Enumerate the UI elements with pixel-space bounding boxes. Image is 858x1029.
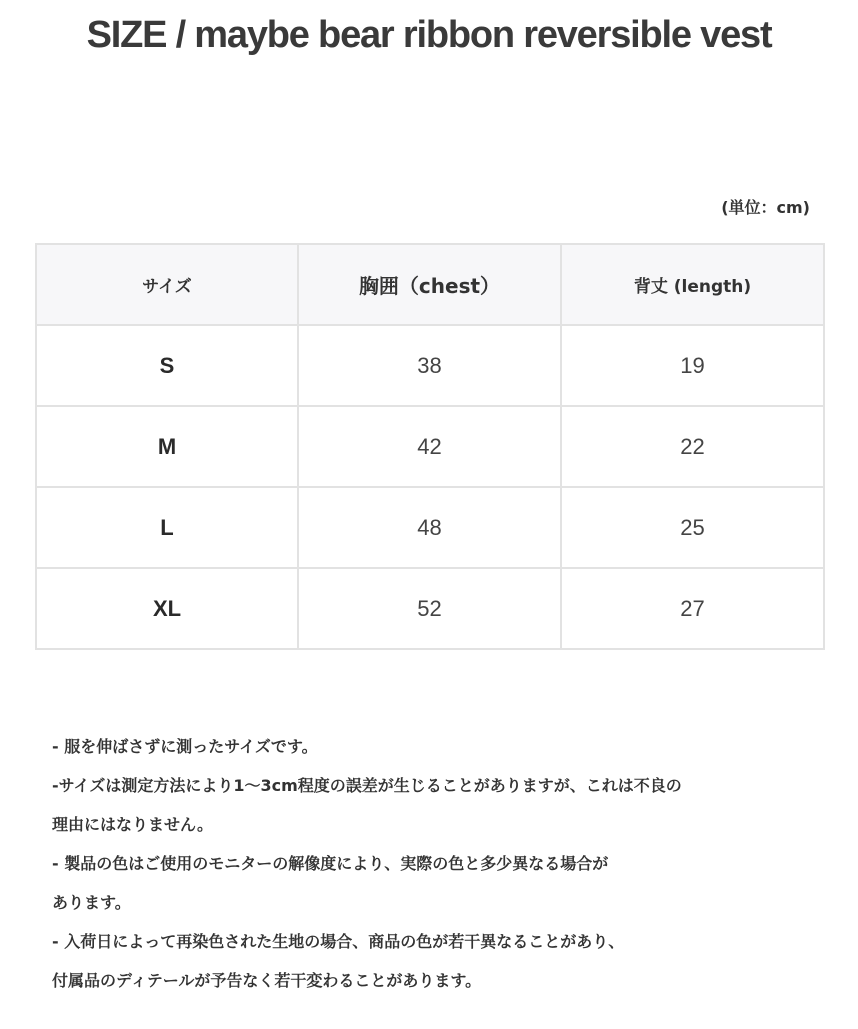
note-line: - 服を伸ばさずに測ったサイズです。 bbox=[52, 737, 318, 756]
size-cell: L bbox=[36, 487, 298, 568]
note-line: - 製品の色はご使用のモニターの解像度により、実際の色と多少異なる場合が bbox=[52, 854, 609, 873]
notes-block bbox=[52, 732, 812, 1005]
chest-cell: 38 bbox=[298, 325, 561, 406]
page-title: SIZE / maybe bear ribbon reversible vest bbox=[86, 14, 772, 56]
length-cell: 27 bbox=[561, 568, 824, 649]
length-cell: 19 bbox=[561, 325, 824, 406]
unit-label: (単位：cm) bbox=[721, 198, 810, 217]
note-line: あります。 bbox=[52, 893, 131, 912]
table-header-row bbox=[36, 244, 824, 325]
table-row bbox=[36, 568, 824, 649]
size-cell: XL bbox=[36, 568, 298, 649]
size-cell: S bbox=[36, 325, 298, 406]
table-row bbox=[36, 406, 824, 487]
note-line: 付属品のディテールが予告なく若干変わることがあります。 bbox=[52, 971, 482, 990]
chest-cell: 52 bbox=[298, 568, 561, 649]
note-line: - 入荷日によって再染色された生地の場合、商品の色が若干異なることがあり、 bbox=[52, 932, 625, 951]
table-row bbox=[36, 487, 824, 568]
header-size: サイズ bbox=[36, 244, 298, 325]
header-chest: 胸囲（chest） bbox=[298, 244, 561, 325]
chest-cell: 42 bbox=[298, 406, 561, 487]
length-cell: 25 bbox=[561, 487, 824, 568]
header-length: 背丈 (length) bbox=[561, 244, 824, 325]
length-cell: 22 bbox=[561, 406, 824, 487]
size-table bbox=[35, 243, 825, 650]
chest-cell: 48 bbox=[298, 487, 561, 568]
table-row bbox=[36, 325, 824, 406]
size-cell: M bbox=[36, 406, 298, 487]
note-line: 理由にはなりません。 bbox=[52, 815, 213, 834]
note-line: -サイズは測定方法により1～3cm程度の誤差が生じることがありますが、これは不良の bbox=[52, 776, 682, 795]
